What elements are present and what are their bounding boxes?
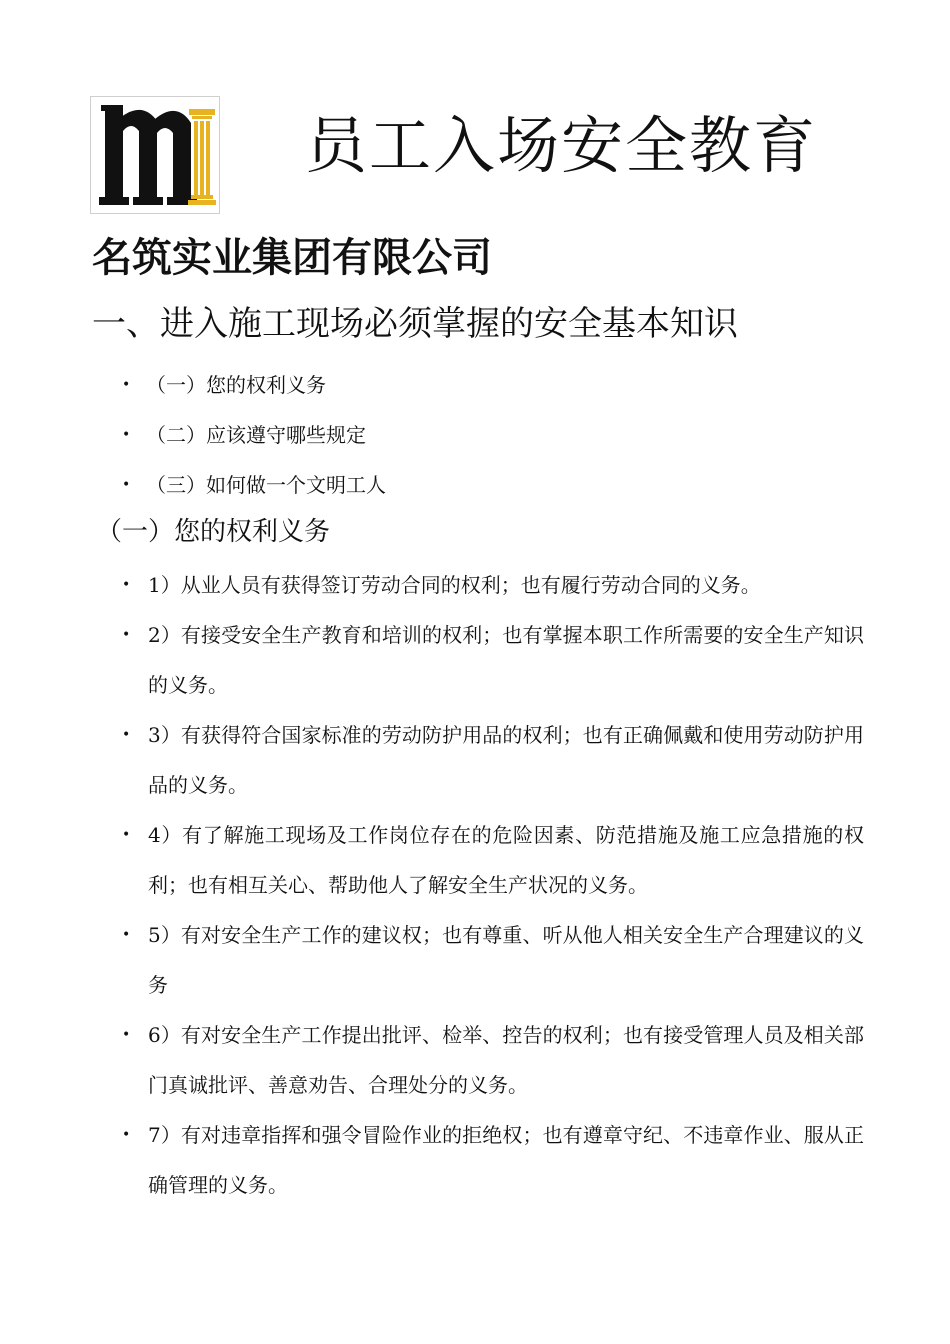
toc-item-label: （三）如何做一个文明工人 [146,473,386,497]
bullet: • [122,477,131,493]
rights-item-text: 1）从业人员有获得签订劳动合同的权利；也有履行劳动合同的义务。 [148,573,761,597]
list-item [0,610,864,710]
bullet: • [122,627,131,643]
rights-item-text: 2）有接受安全生产教育和培训的权利；也有掌握本职工作所需要的安全生产知识的义务。 [148,623,864,697]
rights-item-text: 4）有了解施工现场及工作岗位存在的危险因素、防范措施及施工应急措施的权利；也有相互关心、帮助他人了解安全生产状况的义务。 [148,823,864,897]
list-item [0,560,864,610]
company-logo [90,96,220,214]
list-item [0,410,386,460]
bullet: • [122,427,131,443]
rights-item-text: 3）有获得符合国家标准的劳动防护用品的权利；也有正确佩戴和使用劳动防护用品的义务。 [148,723,864,797]
company-name: 名筑实业集团有限公司 [92,234,492,281]
bullet: • [122,1127,131,1143]
bullet: • [122,727,131,743]
bullet: • [122,1027,131,1043]
bullet: • [122,827,131,843]
toc-list [0,360,386,510]
toc-item-label: （一）您的权利义务 [146,373,326,397]
bullet: • [122,577,131,593]
list-item [0,910,864,1010]
bullet: • [122,377,131,393]
toc-item-label: （二）应该遵守哪些规定 [146,423,366,447]
list-item [0,1110,864,1210]
rights-heading: （一）您的权利义务 [96,517,331,547]
rights-item-text: 5）有对安全生产工作的建议权；也有尊重、听从他人相关安全生产合理建议的义务 [148,923,864,997]
list-item [0,460,386,510]
list-item [0,710,864,810]
list-item [0,1010,864,1110]
rights-item-text: 7）有对违章指挥和强令冒险作业的拒绝权；也有遵章守纪、不违章作业、服从正确管理的义务。 [148,1123,864,1197]
company-logo-icon [91,97,219,213]
list-item [0,360,386,410]
section-heading: 一、进入施工现场必须掌握的安全基本知识 [92,304,738,344]
page-title: 员工入场安全教育 [305,109,818,182]
rights-list [0,560,950,1210]
rights-item-text: 6）有对安全生产工作提出批评、检举、控告的权利；也有接受管理人员及相关部门真诚批评、善意劝告、合理处分的义务。 [148,1023,864,1097]
list-item [0,810,864,910]
bullet: • [122,927,131,943]
